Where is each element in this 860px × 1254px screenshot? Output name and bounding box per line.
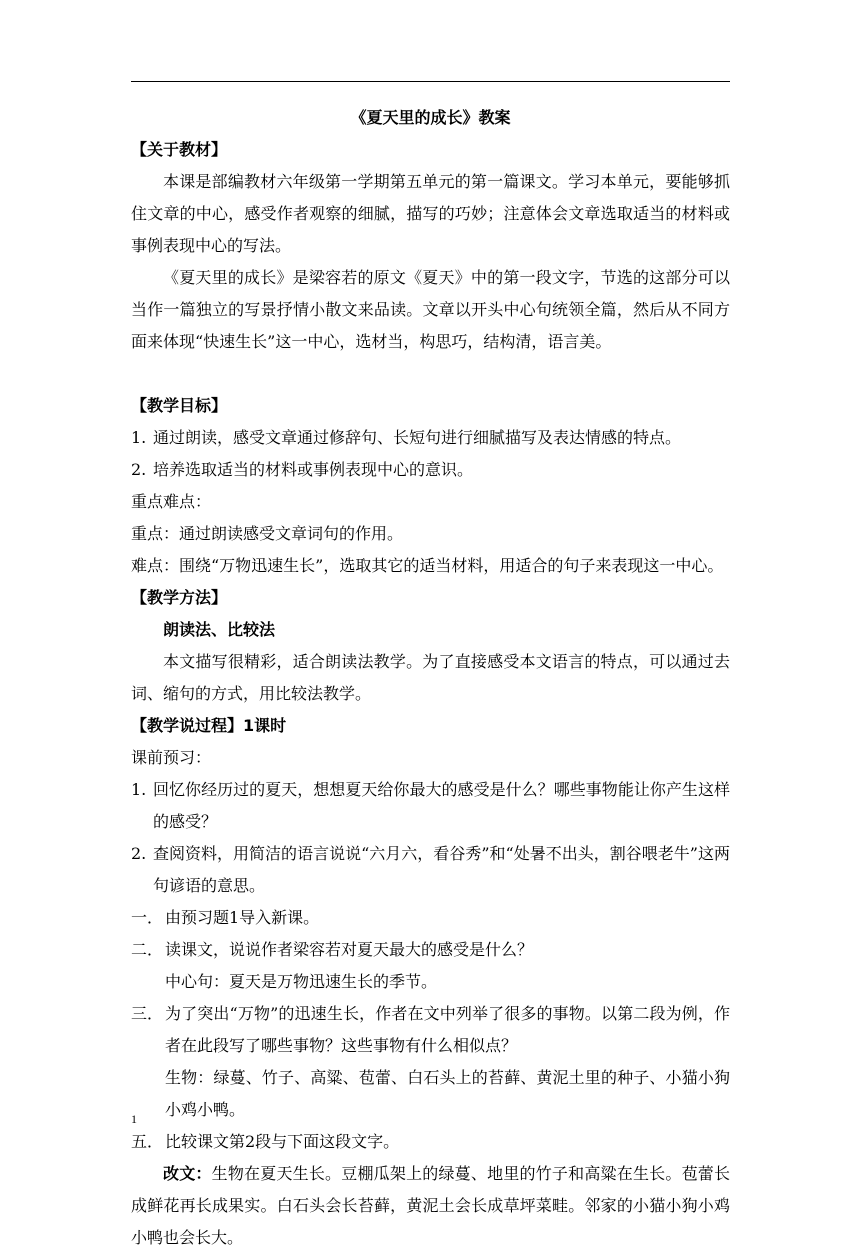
header-rule — [131, 81, 730, 82]
step-answer — [131, 1158, 730, 1254]
step-item — [131, 1126, 730, 1158]
paragraph: 本课是部编教材六年级第一学期第五单元的第一篇课文。学习本单元，要能够抓住文章的中心，感受作者观察的细腻，描写的巧妙；注意体会文章选取适当的材料或事例表现中心的写法。 — [131, 172, 730, 255]
page-number: 1 — [131, 1112, 137, 1126]
list-marker: 1. — [131, 428, 147, 447]
section-heading-goals: 【教学目标】 — [131, 396, 228, 415]
step-item — [131, 902, 730, 934]
process-heading-suffix: 1课时 — [243, 716, 287, 735]
list-marker: 2. — [131, 844, 147, 863]
section-heading-textbook: 【关于教材】 — [131, 140, 228, 159]
step-answer: 中心句：夏天是万物迅速生长的季节。 — [165, 972, 438, 991]
list-marker: 2. — [131, 460, 147, 479]
document-body — [131, 102, 730, 1254]
list-item — [131, 838, 730, 902]
preview-title: 课前预习： — [131, 748, 212, 767]
difficulty-point: 难点：围绕“万物迅速生长”，选取其它的适当材料，用适合的句子来表现这一中心。 — [131, 556, 724, 575]
spacer — [131, 358, 730, 390]
key-point: 重点：通过朗读感受文章词句的作用。 — [131, 524, 404, 543]
list-text: 培养选取适当的材料或事例表现中心的意识。 — [153, 460, 474, 479]
step-marker: 二． — [131, 940, 164, 959]
step-marker: 一． — [131, 908, 164, 927]
step-item — [131, 934, 730, 966]
paragraph: 本文描写很精彩，适合朗读法教学。为了直接感受本文语言的特点，可以通过去词、缩句的方式，用比较法教学。 — [131, 652, 730, 703]
step-answer: 生物：绿蔓、竹子、高粱、苞蕾、白石头上的苔藓、黄泥土里的种子、小猫小狗小鸡小鸭。 — [165, 1068, 730, 1119]
list-item — [131, 422, 730, 454]
step-text: 比较课文第2段与下面这段文字。 — [165, 1132, 400, 1151]
list-text: 通过朗读，感受文章通过修辞句、长短句进行细腻描写及表达情感的特点。 — [153, 428, 682, 447]
rewrite-text: 生物在夏天生长。豆棚瓜架上的绿蔓、地里的竹子和高粱在生长。苞蕾长成鲜花再长成果实。白石头会长苔藓，黄泥土会长成草坪菜畦。邻家的小猫小狗小鸡小鸭也会长大。 — [131, 1164, 730, 1247]
step-marker: 五． — [131, 1132, 164, 1151]
key-points-title: 重点难点： — [131, 492, 212, 511]
process-heading-text: 【教学说过程】 — [131, 716, 244, 735]
methods-subtitle: 朗读法、比较法 — [163, 620, 276, 639]
paragraph: 《夏天里的成长》是梁容若的原文《夏天》中的第一段文字，节选的这部分可以当作一篇独立的写景抒情小散文来品读。文章以开头中心句统领全篇，然后从不同方面来体现“快速生长”这一中心，选材当，构思巧，结构清，语言美。 — [131, 268, 730, 351]
rewrite-label: 改文： — [163, 1164, 212, 1183]
step-text: 由预习题1导入新课。 — [165, 908, 320, 927]
step-item — [131, 998, 730, 1062]
page-title: 《夏天里的成长》教案 — [350, 108, 511, 127]
section-heading-process — [131, 710, 730, 742]
step-text: 读课文，说说作者梁容若对夏天最大的感受是什么？ — [165, 940, 534, 959]
list-item — [131, 454, 730, 486]
step-marker: 三． — [131, 1004, 164, 1023]
list-item — [131, 774, 730, 838]
section-heading-methods: 【教学方法】 — [131, 588, 228, 607]
list-text: 回忆你经历过的夏天，想想夏天给你最大的感受是什么？哪些事物能让你产生这样的感受？ — [153, 780, 730, 831]
list-marker: 1. — [131, 780, 147, 799]
list-text: 查阅资料，用简洁的语言说说“六月六，看谷秀”和“处暑不出头，割谷喂老牛”这两句谚语的意思。 — [153, 844, 730, 895]
step-text: 为了突出“万物”的迅速生长，作者在文中列举了很多的事物。以第二段为例，作者在此段写了哪些事物？这些事物有什么相似点？ — [165, 1004, 730, 1055]
